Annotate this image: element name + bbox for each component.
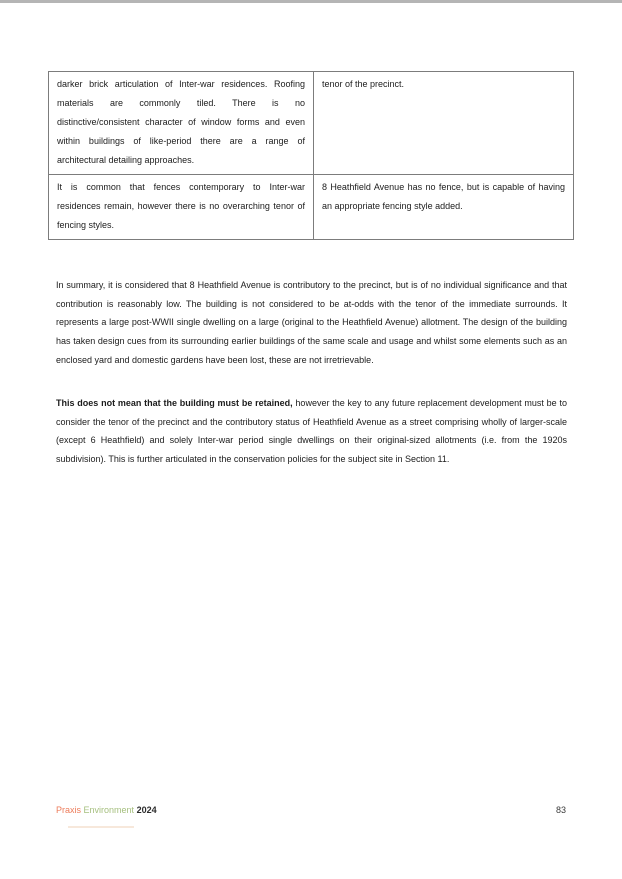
retention-paragraph-bold-lead: This does not mean that the building must be retained, — [56, 398, 293, 408]
footer-accent-line — [68, 826, 134, 828]
footer-brand-environment: Environment — [83, 805, 135, 815]
footer-brand-year: 2024 — [136, 805, 157, 815]
table-cell-precinct-character-1: darker brick articulation of Inter-war residences. Roofing materials are commonly tiled. There is no distinctive/consistent character of window forms and even within buildings of like-period there are a range of architectural detailing approaches. — [49, 72, 314, 175]
table-row — [49, 175, 574, 240]
page-number: 83 — [555, 805, 566, 815]
footer-brand — [56, 805, 157, 816]
retention-paragraph — [56, 394, 567, 469]
table-cell-subject-site-2: 8 Heathfield Avenue has no fence, but is capable of having an appropriate fencing style added. — [314, 175, 574, 240]
precinct-comparison-table — [48, 71, 574, 240]
retention-paragraph-body: however the key to any future replacement development must be to consider the tenor of the precinct and the contributory status of Heathfield Avenue as a street comprising wholly of larger-scale (except 6 Heathfield) and solely Inter-war period single dwellings on their original-sized allotments (i.e. from the 1920s subdivision). This is further articulated in the conservation policies for the subject site in Section 11. — [56, 398, 567, 465]
table-cell-precinct-character-2: It is common that fences contemporary to Inter-war residences remain, however there is no overarching tenor of fencing styles. — [49, 175, 314, 240]
page-top-edge — [0, 0, 622, 3]
summary-paragraph: In summary, it is considered that 8 Heathfield Avenue is contributory to the precinct, but is of no individual significance and that contribution is reasonably low. The building is not considered to be at-odds with the tenor of the immediate surrounds. It represents a large post-WWII single dwelling on a large (original to the Heathfield Avenue) allotment. The design of the building has taken design cues from its surrounding earlier buildings of the same scale and usage and whilst some elements such as an enclosed yard and domestic gardens have been lost, these are not irretrievable. — [56, 280, 567, 365]
table-cell-subject-site-1: tenor of the precinct. — [314, 72, 574, 175]
footer-brand-praxis: Praxis — [56, 805, 82, 815]
table-row — [49, 72, 574, 175]
